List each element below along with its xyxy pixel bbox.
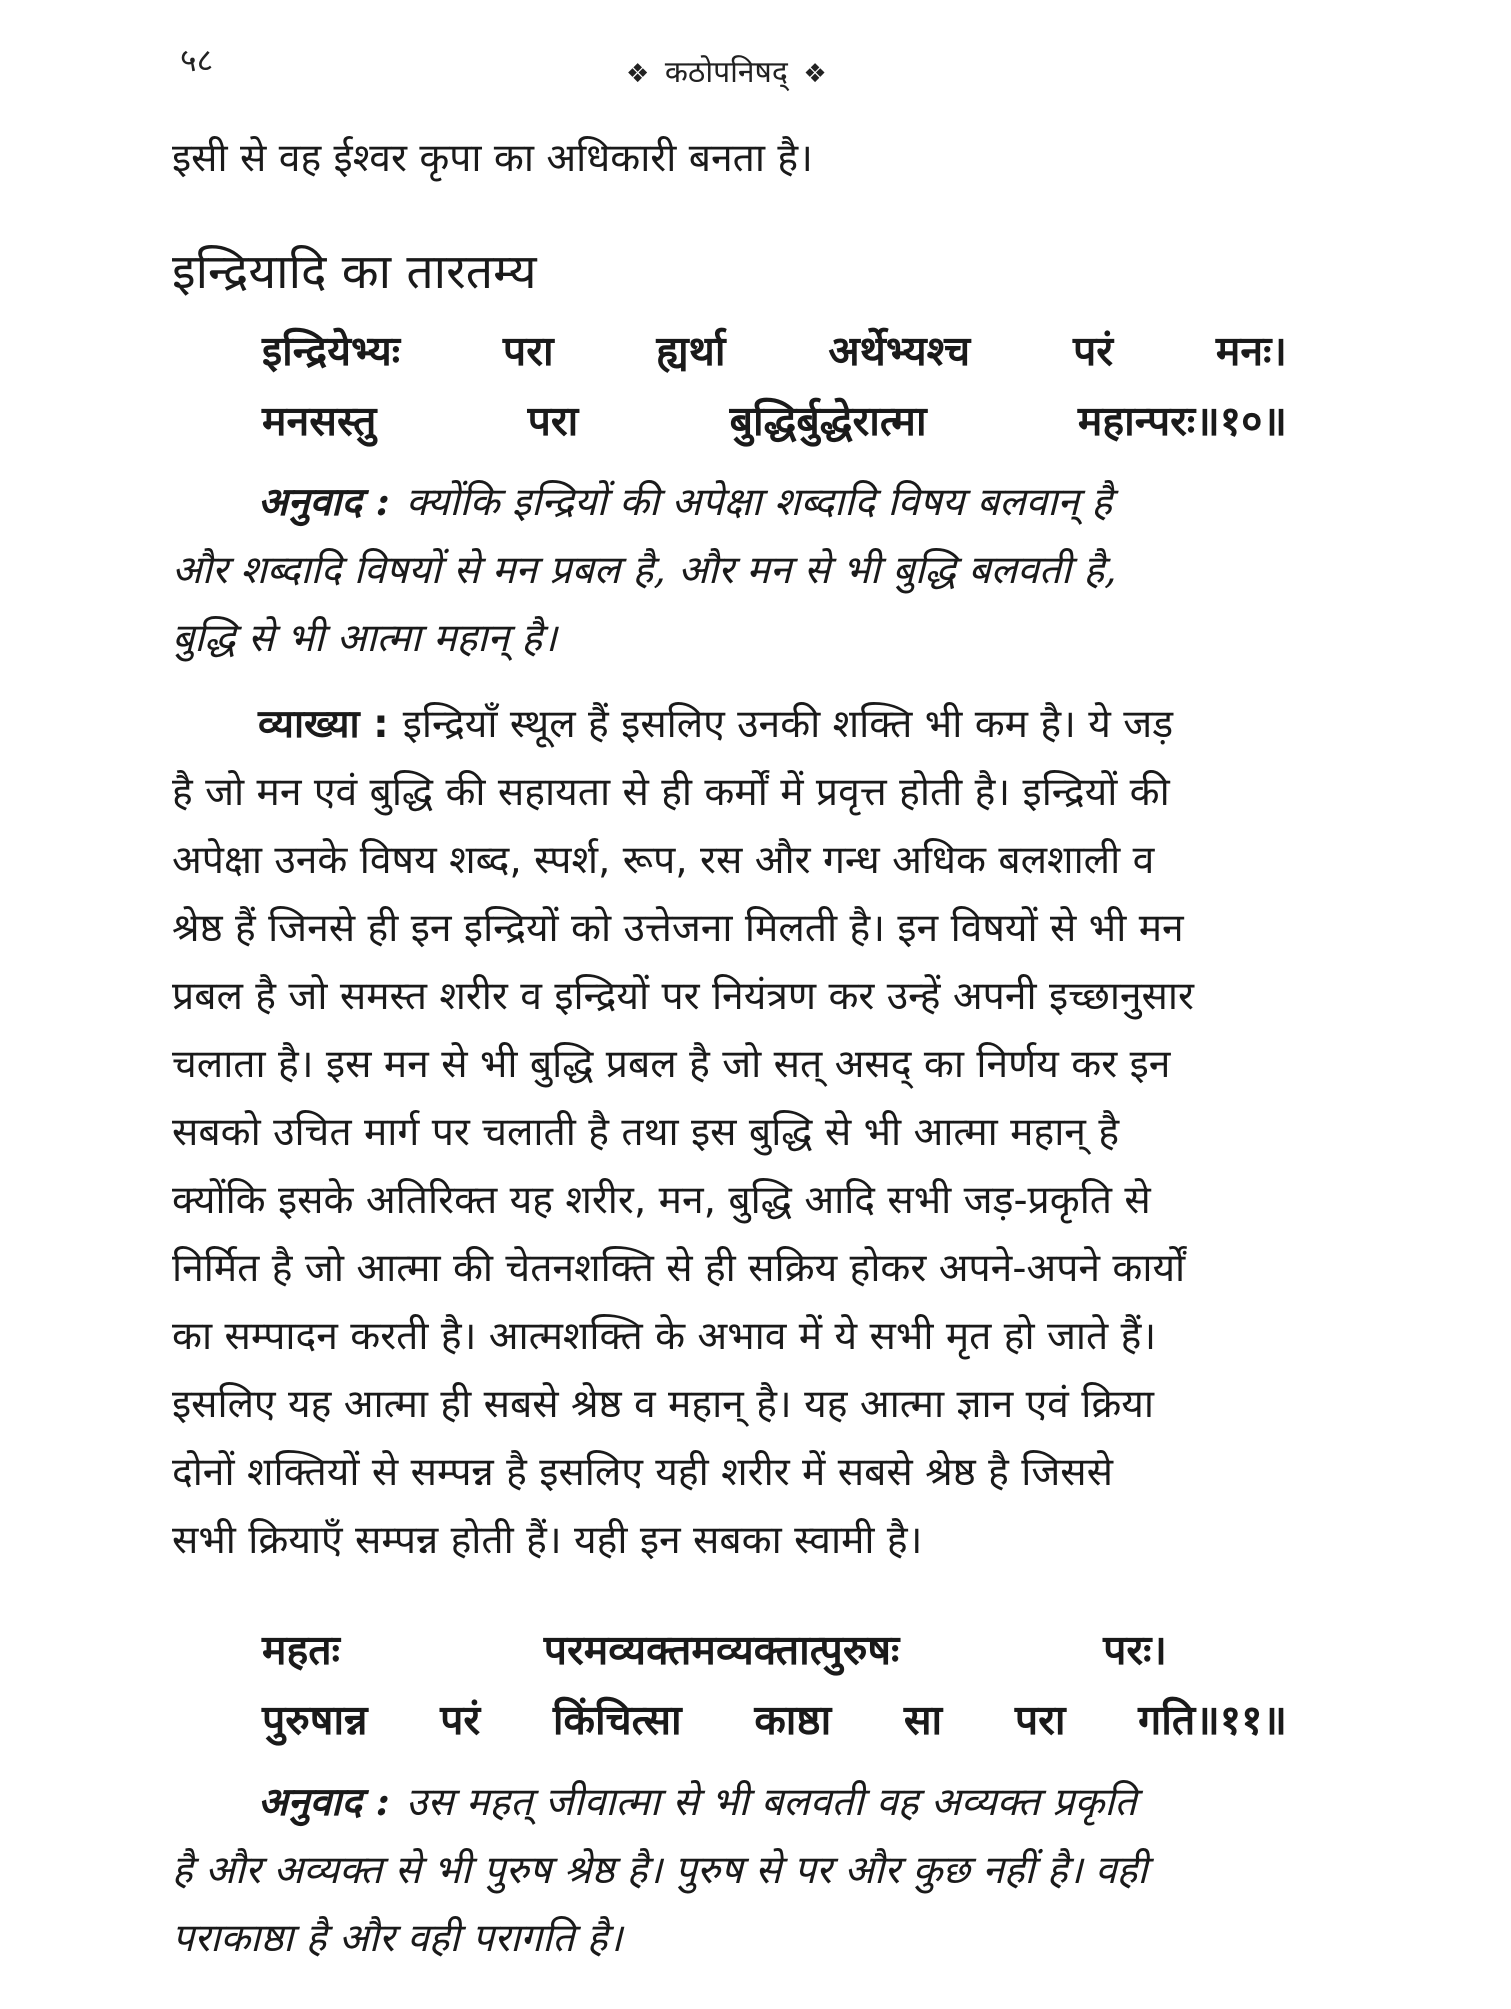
paragraph-text: अपेक्षा उनके विषय शब्द, स्पर्श, रूप, रस और गन्ध अधिक बलशाली व xyxy=(172,837,1155,883)
paragraph-line xyxy=(172,1096,1322,1164)
paragraph-text: इसलिए यह आत्मा ही सबसे श्रेष्ठ व महान् है। यह आत्मा ज्ञान एवं क्रिया xyxy=(172,1381,1155,1427)
paragraph-text: सबको उचित मार्ग पर चलाती है तथा इस बुद्धि से भी आत्मा महान् है xyxy=(172,1109,1120,1155)
verse-word: पुरुषान्न xyxy=(262,1696,368,1744)
verse-word: परं xyxy=(440,1696,481,1744)
paragraph-text: क्योंकि इसके अतिरिक्त यह शरीर, मन, बुद्धि आदि सभी जड़-प्रकृति से xyxy=(172,1177,1151,1223)
ornament-left-icon: ❖ xyxy=(626,59,650,89)
verse-word: काष्ठा xyxy=(754,1696,832,1744)
paragraph-line xyxy=(172,1232,1322,1300)
verse-word: मनः। xyxy=(1215,327,1287,375)
paragraph-line xyxy=(172,1436,1322,1504)
verse-word: सा xyxy=(903,1696,943,1744)
ornament-right-icon: ❖ xyxy=(803,59,827,89)
verse-word: परा xyxy=(502,327,554,375)
paragraph-text: पराकाष्ठा है और वही परागति है। xyxy=(172,1915,623,1961)
verse-word: गति॥११॥ xyxy=(1138,1696,1287,1744)
intro-line: इसी से वह ईश्वर कृपा का अधिकारी बनता है। xyxy=(172,136,813,181)
page-number: ५८ xyxy=(180,41,214,79)
paragraph-line xyxy=(172,960,1322,1028)
paragraph-text: निर्मित है जो आत्मा की चेतनशक्ति से ही सक्रिय होकर अपने-अपने कार्यों xyxy=(172,1245,1186,1291)
paragraph-line xyxy=(172,1300,1322,1368)
paragraph-text: इन्द्रियाँ स्थूल हैं इसलिए उनकी शक्ति भी कम है। ये जड़ xyxy=(402,701,1174,747)
paragraph-text: है और अव्यक्त से भी पुरुष श्रेष्ठ है। पुरुष से पर और कुछ नहीं है। वही xyxy=(172,1847,1148,1893)
paragraph-line xyxy=(172,1834,1322,1902)
book-title: कठोपनिषद् xyxy=(664,55,788,90)
verse-word: परा xyxy=(527,397,579,445)
paragraph-line xyxy=(172,1028,1322,1096)
paragraph-line xyxy=(172,1902,1322,1970)
section-heading: इन्द्रियादि का तारतम्य xyxy=(172,244,537,300)
paragraph-line xyxy=(172,892,1322,960)
paragraph-line xyxy=(172,1368,1322,1436)
verse-word: महान्परः॥१०॥ xyxy=(1077,397,1287,445)
paragraph-line xyxy=(172,534,1322,602)
running-header xyxy=(620,50,833,91)
verse-11 xyxy=(262,1614,1287,1754)
paragraph-text: चलाता है। इस मन से भी बुद्धि प्रबल है जो सत् असद् का निर्णय कर इन xyxy=(172,1041,1171,1087)
paragraph-text: प्रबल है जो समस्त शरीर व इन्द्रियों पर नियंत्रण कर उन्हें अपनी इच्छानुसार xyxy=(172,973,1194,1019)
verse-word: परः। xyxy=(1103,1626,1167,1674)
paragraph-line xyxy=(172,688,1322,756)
paragraph-text: और शब्दादि विषयों से मन प्रबल है, और मन से भी बुद्धि बलवती है, xyxy=(172,547,1117,593)
verse-word: महतः xyxy=(262,1626,340,1674)
anuvad-11 xyxy=(172,1766,1322,1970)
verse-word: परमव्यक्तमव्यक्तात्पुरुषः xyxy=(543,1626,900,1674)
paragraph-text: का सम्पादन करती है। आत्मशक्ति के अभाव में ये सभी मृत हो जाते हैं। xyxy=(172,1313,1157,1359)
verse-word: मनसस्तु xyxy=(262,397,377,445)
paragraph-text: क्योंकि इन्द्रियों की अपेक्षा शब्दादि विषय बलवान् है xyxy=(405,479,1113,525)
paragraph-line xyxy=(172,756,1322,824)
paragraph-line xyxy=(172,824,1322,892)
verse-10 xyxy=(262,315,1287,455)
verse-word: बुद्धिर्बुद्धेरात्मा xyxy=(729,397,927,445)
paragraph-line xyxy=(172,602,1322,670)
anuvad-10 xyxy=(172,466,1322,670)
verse-10-line-2 xyxy=(262,385,1287,455)
verse-word: इन्द्रियेभ्यः xyxy=(262,327,401,375)
vyakhya-label: व्याख्या : xyxy=(258,701,389,747)
anuvad-label: अनुवाद : xyxy=(258,478,390,525)
vyakhya xyxy=(172,688,1322,1572)
paragraph-text: सभी क्रियाएँ सम्पन्न होती हैं। यही इन सबका स्वामी है। xyxy=(172,1517,923,1563)
verse-11-line-2 xyxy=(262,1684,1287,1754)
paragraph-text: बुद्धि से भी आत्मा महान् है। xyxy=(172,615,557,661)
verse-word: ह्यर्था xyxy=(656,327,726,375)
verse-word: किंचित्सा xyxy=(552,1696,682,1744)
paragraph-line xyxy=(172,1766,1322,1834)
paragraph-text: उस महत् जीवात्मा से भी बलवती वह अव्यक्त प्रकृति xyxy=(405,1779,1137,1825)
paragraph-text: है जो मन एवं बुद्धि की सहायता से ही कर्मों में प्रवृत्त होती है। इन्द्रियों की xyxy=(172,769,1170,815)
verse-word: परं xyxy=(1072,327,1114,375)
paragraph-text: श्रेष्ठ हैं जिनसे ही इन इन्द्रियों को उत्तेजना मिलती है। इन विषयों से भी मन xyxy=(172,905,1184,951)
paragraph-line xyxy=(172,1504,1322,1572)
paragraph-text: दोनों शक्तियों से सम्पन्न है इसलिए यही शरीर में सबसे श्रेष्ठ है जिससे xyxy=(172,1449,1114,1495)
verse-11-line-1 xyxy=(262,1614,1287,1684)
anuvad-label: अनुवाद : xyxy=(258,1778,390,1825)
paragraph-line xyxy=(172,466,1322,534)
verse-word: अर्थेभ्यश्च xyxy=(828,327,971,375)
verse-word: परा xyxy=(1014,1696,1066,1744)
paragraph-line xyxy=(172,1164,1322,1232)
verse-10-line-1 xyxy=(262,315,1287,385)
